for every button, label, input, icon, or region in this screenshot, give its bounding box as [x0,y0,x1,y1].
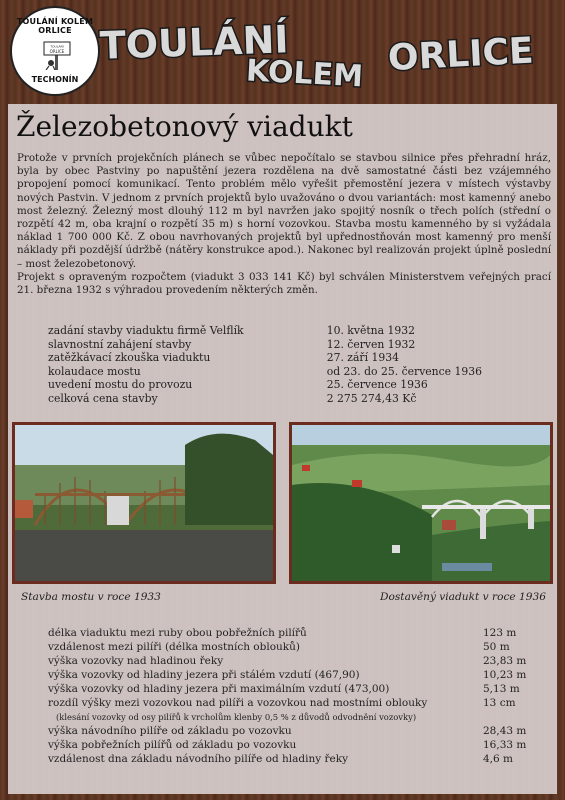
table-row [48,738,553,752]
intro-paragraph: Projekt s opraveným rozpočtem (viadukt 3 033 141 Kč) byl schválen Ministerstvem veřejných prací 21. března 1932 s výhradou provedením některých změn. [17,270,551,297]
timeline-label: zatěžkávací zkouška viaduktu [48,351,211,365]
photo-caption-left: Stavba mostu v roce 1933 [21,591,161,603]
header [0,0,565,100]
svg-text:TOULÁNÍ: TOULÁNÍ [99,17,290,68]
timeline-table [48,324,548,406]
table-row [48,351,548,365]
dimension-label: rozdíl výšky mezi vozovkou nad pilíři a vozovkou nad mostními oblouky [48,697,428,710]
dimension-note: (klesání vozovky od osy pilířů k vrcholům klenby 0,5 % z důvodů odvodnění vozovky) [56,711,417,722]
dimension-value: 5,13 m [483,683,520,696]
dimension-label: vzdálenost mezi pilíři (délka mostních oblouků) [48,641,300,654]
dimension-value: 28,43 m [483,724,527,737]
dimensions-table [48,626,553,766]
dimension-value: 123 m [483,627,517,639]
timeline-value: 12. červen 1932 [326,337,416,351]
table-row [48,696,553,710]
table-row [48,338,548,352]
table-row [48,654,553,668]
finished-viaduct-photo [289,422,553,584]
table-row [48,392,548,406]
dimension-value: 16,33 m [483,738,527,751]
dimension-value: 13 cm [483,697,516,710]
timeline-label: slavnostní zahájení stavby [48,337,192,351]
table-row [48,365,548,379]
timeline-value: od 23. do 25. července 1936 [326,364,482,378]
table-row [48,724,553,738]
dimension-label: výška pobřežních pilířů od základu po vozovku [48,738,297,751]
timeline-value: 25. července 1936 [326,378,428,392]
svg-text:ORLICE: ORLICE [49,49,65,54]
table-row [48,711,553,724]
dimension-label: vzdálenost dna základu návodního pilíře od hladiny řeky [48,752,349,765]
table-row [48,626,553,640]
table-row [48,324,548,338]
dimension-label: výška vozovky nad hladinou řeky [48,655,224,668]
logo-top-text: TOULÁNÍ KOLEM ORLICE [16,17,94,35]
dimension-label: výška návodního pilíře od základu po vozovku [48,724,292,737]
timeline-value: 27. září 1934 [326,351,399,365]
dimension-value: 50 m [483,641,510,654]
timeline-value: 10. května 1932 [326,324,415,337]
intro-text [17,152,551,297]
timeline-label: celková cena stavby [48,391,158,405]
dimension-label: délka viaduktu mezi ruby obou pobřežních pilířů [48,627,307,639]
table-row [48,378,548,392]
timeline-label: kolaudace mostu [48,364,141,378]
signpost-icon [42,36,72,70]
table-row [48,752,553,766]
page-title: Železobetonový viadukt [16,110,353,143]
logo [10,6,100,96]
title-art [96,6,556,98]
table-row [48,668,553,682]
svg-text:TOULÁNÍ: TOULÁNÍ [50,44,64,49]
photo-caption-right: Dostavěný viadukt v roce 1936 [380,591,546,603]
timeline-label: uvedení mostu do provozu [48,378,193,392]
dimension-label: výška vozovky od hladiny jezera při maximálním vzdutí (473,00) [48,683,390,696]
dimension-value: 4,6 m [483,752,513,765]
logo-bottom-text: TECHONÍN [31,75,79,84]
content-panel [8,104,557,794]
timeline-label: zadání stavby viaduktu firmě Velflík [48,324,244,337]
dimension-value: 10,23 m [483,669,527,682]
dimension-label: výška vozovky od hladiny jezera při stálém vzdutí (467,90) [48,669,360,682]
dimension-value: 23,83 m [483,655,527,668]
intro-paragraph: Protože v prvních projekčních plánech se vůbec nepočítalo se stavbou silnice přes přehradní hráz, byla by obec Pastviny po napuštění jezera rozdělena na dvě samostatné části bez vzájemného propojení pomocí komunikací. Tento problém mělo vyřešit přemostění jezera v místech výstavby nových Pastvin. V jednom z prvních projektů bylo uvažováno o dvou variantách: most kamenný anebo most železný. Železný most dlouhý 112 m byl navržen jako spojitý nosník o třech polích (střední o rozpětí 42 m, oba krajní o rozpětí 35 m) s horní vozovkou. Stavba mostu kamenného by si vyžádala náklad 1 700 000 Kč. Z obou navrhovaných projektů byl upřednostňován most kamenný pro menší náklady při pozdější údržbě (nátěry konstrukce apod.). Nakonec byl realizován projekt úplně poslední – most železobetonový. [17,152,551,270]
timeline-value: 2 275 274,43 Kč [326,391,417,405]
construction-photo [12,422,276,584]
table-row [48,640,553,654]
table-row [48,682,553,696]
svg-text:KOLEM: KOLEM [245,53,364,95]
svg-text:ORLICE: ORLICE [386,30,535,80]
